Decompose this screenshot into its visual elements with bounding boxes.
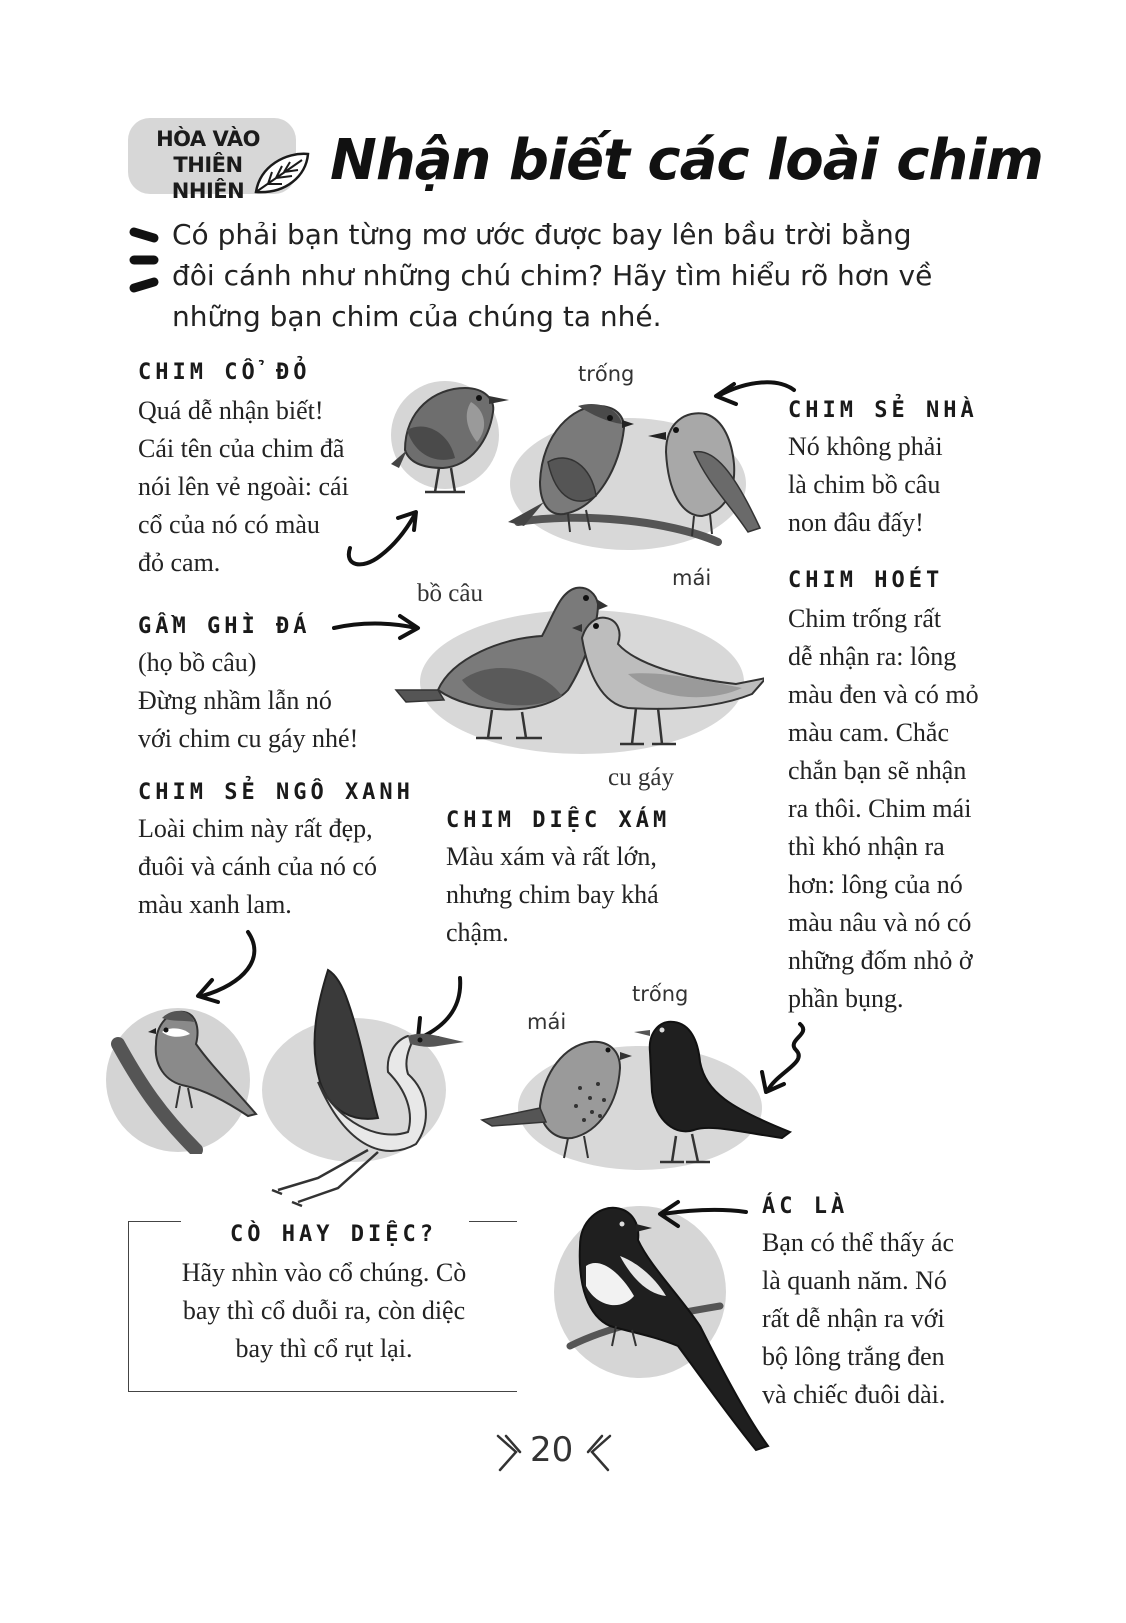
heron-line: Màu xám và rất lớn, xyxy=(446,842,657,871)
robin-illustration xyxy=(385,370,515,505)
dove-heading: GẦM GHÌ ĐÁ xyxy=(138,614,311,639)
doves-illustration xyxy=(392,578,764,754)
magpie-line: và chiếc đuôi dài. xyxy=(762,1380,946,1409)
magpie-line: Bạn có thể thấy ác xyxy=(762,1228,955,1257)
sparrow-male-label: trống xyxy=(578,362,635,386)
sparrow-description xyxy=(788,428,943,542)
blackbird-line: phần bụng. xyxy=(788,984,904,1013)
robin-line: Cái tên của chim đã xyxy=(138,434,345,463)
pigeon-label: bồ câu xyxy=(417,580,483,607)
blackbird-line: hơn: lông của nó xyxy=(788,870,963,899)
blackbird-description xyxy=(788,600,979,1018)
robin-line: Quá dễ nhận biết! xyxy=(138,396,324,425)
dove-female-label: mái xyxy=(672,566,712,590)
heron-line: nhưng chim bay khá xyxy=(446,880,659,909)
heron-heading: CHIM DIỆC XÁM xyxy=(446,808,671,833)
blackbird-line: những đốm nhỏ ở xyxy=(788,946,973,975)
squiggle-arrow-to-blackbirds-icon xyxy=(756,1020,814,1096)
intro-line-1: Có phải bạn từng mơ ước được bay lên bầu trời bằng xyxy=(172,218,912,251)
robin-line: cổ của nó có màu xyxy=(138,510,320,539)
blackbird-line: thì khó nhận ra xyxy=(788,832,945,861)
magpie-line: rất dễ nhận ra với xyxy=(762,1304,945,1333)
page-title: Nhận biết các loài chim xyxy=(330,128,1043,193)
arrow-to-doves-icon xyxy=(330,612,426,642)
box-line: bay thì cổ duỗi ra, còn diệc xyxy=(182,1296,466,1325)
blackbird-line: Chim trống rất xyxy=(788,604,942,633)
dove-description xyxy=(138,644,358,758)
magpie-line: bộ lông trắng đen xyxy=(762,1342,945,1371)
box-top-left-line xyxy=(129,1221,181,1222)
dove-line: (họ bồ câu) xyxy=(138,648,257,677)
page-number-left-chevron-icon xyxy=(494,1430,524,1476)
heron-illustration xyxy=(258,962,470,1208)
badge-line-1: HÒA VÀO xyxy=(156,127,260,151)
robin-description xyxy=(138,392,349,582)
bluetit-line: Loài chim này rất đẹp, xyxy=(138,814,373,843)
blackbird-line: dễ nhận ra: lông xyxy=(788,642,957,671)
magpie-line: là quanh năm. Nó xyxy=(762,1266,947,1295)
curly-arrow-to-robin-icon xyxy=(340,508,424,570)
arrow-to-sparrows-icon xyxy=(708,376,800,410)
sparrow-line: non đâu đấy! xyxy=(788,508,924,537)
arrow-to-magpie-icon xyxy=(654,1198,752,1230)
bluetit-line: màu xanh lam. xyxy=(138,890,292,919)
magpie-description xyxy=(762,1224,954,1414)
box-line: Hãy nhìn vào cổ chúng. Cò xyxy=(181,1258,467,1287)
box-description xyxy=(136,1254,512,1368)
blackbird-line: màu cam. Chắc xyxy=(788,718,949,747)
blackbird-line: ra thôi. Chim mái xyxy=(788,794,972,823)
heron-description xyxy=(446,838,659,952)
sparrows-illustration xyxy=(498,392,770,552)
magpie-heading: ÁC LÀ xyxy=(762,1194,849,1219)
page-number-right-chevron-icon xyxy=(584,1430,614,1476)
bluetit-line: đuôi và cánh của nó có xyxy=(138,852,377,881)
heron-line: chậm. xyxy=(446,918,509,947)
box-line: bay thì cổ rụt lại. xyxy=(235,1334,413,1363)
bluetit-heading: CHIM SẺ NGÔ XANH xyxy=(138,780,414,805)
blackbird-heading: CHIM HOÉT xyxy=(788,568,944,593)
intro-line-3: những bạn chim của chúng ta nhé. xyxy=(172,300,662,333)
blackbird-line: màu nâu và nó có xyxy=(788,908,972,937)
robin-line: đỏ cam. xyxy=(138,548,221,577)
bluetit-description xyxy=(138,810,377,924)
box-top-right-line xyxy=(469,1221,517,1222)
box-heading: CÒ HAY DIỆC? xyxy=(230,1222,437,1247)
robin-line: nói lên vẻ ngoài: cái xyxy=(138,472,349,501)
dove-line: với chim cu gáy nhé! xyxy=(138,724,359,753)
badge-line-2: THIÊN NHIÊN xyxy=(171,153,245,203)
turtledove-label: cu gáy xyxy=(608,764,674,791)
bluetit-illustration xyxy=(100,1004,264,1154)
blackbird-line: màu đen và có mỏ xyxy=(788,680,979,709)
intro-paragraph xyxy=(172,214,972,337)
emphasis-dashes-icon xyxy=(128,222,162,298)
leaf-icon xyxy=(250,148,314,198)
sparrow-line: là chim bồ câu xyxy=(788,470,941,499)
sparrow-line: Nó không phải xyxy=(788,432,943,461)
page-number: 20 xyxy=(530,1430,574,1470)
robin-heading: CHIM CỔ ĐỎ xyxy=(138,360,311,385)
blackbird-line: chắn bạn sẽ nhận xyxy=(788,756,967,785)
dove-line: Đừng nhầm lẫn nó xyxy=(138,686,332,715)
blackbirds-illustration xyxy=(480,1012,796,1172)
intro-line-2: đôi cánh như những chú chim? Hãy tìm hiểu rõ hơn về xyxy=(172,259,933,292)
sparrow-heading: CHIM SẺ NHÀ xyxy=(788,398,978,423)
blackbird-male-label: trống xyxy=(632,982,689,1006)
magpie-illustration xyxy=(550,1196,780,1460)
blackbird-female-label: mái xyxy=(527,1010,567,1034)
